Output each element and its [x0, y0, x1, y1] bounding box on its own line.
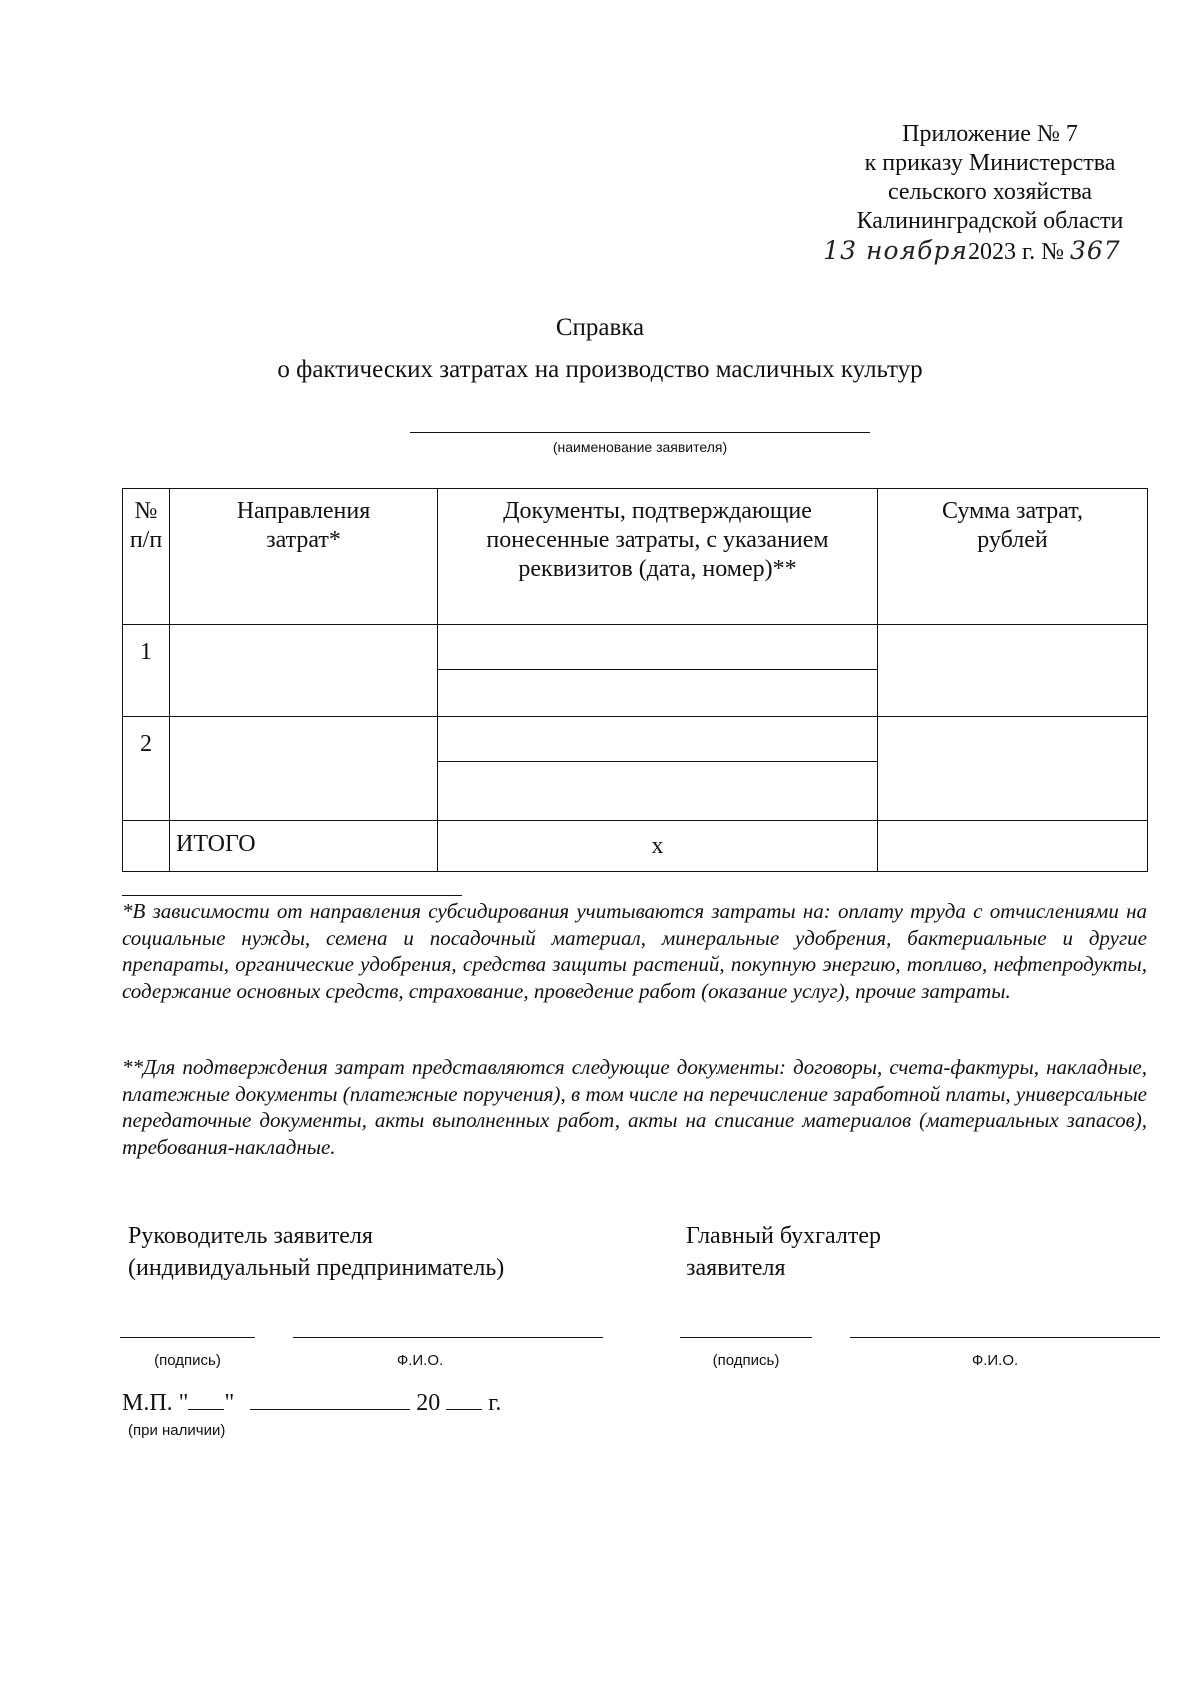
- year-prefix: 20: [416, 1390, 441, 1416]
- head-signature-field[interactable]: [120, 1337, 255, 1338]
- footnote-documents: **Для подтверждения затрат представляются следующие документы: договоры, счета-фактуры, накладные, платежные документы (платежные поручения), в том числе на перечисление заработной платы, универсальные передаточные документы, акты выполненных работ, акты на списание материалов (материальных запасов), требования-накладные.: [122, 1055, 1147, 1159]
- order-year: 2023 г. №: [967, 239, 1064, 265]
- row-number: 2: [123, 717, 170, 821]
- head-name-field[interactable]: [293, 1337, 603, 1338]
- header-num: № п/п: [123, 489, 170, 625]
- document-entry-field[interactable]: [438, 670, 877, 716]
- accountant-signature-role: [686, 1220, 881, 1284]
- row-direction-cell[interactable]: [170, 717, 438, 821]
- stamp-date-line: [122, 1390, 501, 1417]
- row-direction-cell[interactable]: [170, 625, 438, 717]
- total-label: ИТОГО: [170, 821, 438, 872]
- head-name-caption: Ф.И.О.: [396, 1352, 444, 1369]
- document-entry-field[interactable]: [438, 625, 877, 670]
- cost-table: [122, 488, 1148, 872]
- row-documents-cell: [438, 717, 878, 821]
- footnote-cost-directions: *В зависимости от направления субсидирования учитываются затраты на: оплату труда с отчислениями на социальные нужды, семена и посадочный материал, минеральные удобрения, бактериальные и другие препараты, органические удобрения, средства защиты растений, покупную энергию, топливо, нефтепродукты, содержание основных средств, страхование, проведение работ (оказание услуг), прочие затраты.: [122, 899, 1147, 1003]
- total-documents-mark: х: [438, 821, 878, 872]
- accountant-name-field[interactable]: [850, 1337, 1160, 1338]
- accountant-signature-field[interactable]: [680, 1337, 812, 1338]
- order-date-line: [744, 236, 1200, 267]
- header-direction: Направления затрат*: [170, 489, 438, 625]
- total-sum-cell[interactable]: [878, 821, 1148, 872]
- appendix-number: Приложение № 7: [902, 121, 1078, 147]
- row-documents-cell: [438, 625, 878, 717]
- row-sum-cell[interactable]: [878, 717, 1148, 821]
- appendix-header: [780, 120, 1200, 267]
- order-reference: к приказу Министерства: [864, 150, 1116, 176]
- total-num-cell: [123, 821, 170, 872]
- document-entry-field[interactable]: [438, 762, 877, 820]
- document-subtitle: о фактических затратах на производство масличных культур: [277, 356, 923, 383]
- year-suffix: г.: [488, 1390, 502, 1416]
- ministry-name: сельского хозяйства: [887, 179, 1093, 205]
- stamp-label: М.П. ": [122, 1390, 189, 1416]
- accountant-subtitle: заявителя: [686, 1255, 786, 1281]
- footnote-divider: [122, 895, 462, 896]
- table-row: [123, 625, 1148, 717]
- header-documents: Документы, подтверждающие понесенные затраты, с указанием реквизитов (дата, номер)**: [438, 489, 878, 625]
- head-signature-caption: (подпись): [154, 1352, 221, 1369]
- table-row: [123, 717, 1148, 821]
- stamp-note: (при наличии): [128, 1422, 226, 1439]
- document-entry-field[interactable]: [438, 717, 877, 762]
- head-title: Руководитель заявителя: [128, 1223, 373, 1249]
- applicant-name-field[interactable]: [410, 432, 870, 433]
- month-field[interactable]: [250, 1409, 410, 1410]
- applicant-name-caption: (наименование заявителя): [552, 439, 728, 455]
- head-signature-role: [128, 1220, 504, 1284]
- total-row: [123, 821, 1148, 872]
- head-subtitle: (индивидуальный предприниматель): [128, 1255, 505, 1281]
- document-title: Справка: [555, 314, 645, 341]
- accountant-name-caption: Ф.И.О.: [971, 1352, 1019, 1369]
- day-field[interactable]: [188, 1409, 224, 1410]
- table-header-row: [123, 489, 1148, 625]
- accountant-signature-caption: (подпись): [712, 1352, 780, 1369]
- handwritten-order-number: 367: [1069, 236, 1121, 265]
- row-number: 1: [123, 625, 170, 717]
- header-sum: Сумма затрат, рублей: [878, 489, 1148, 625]
- handwritten-date: 13 ноября: [823, 236, 968, 265]
- region-name: Калининградской области: [856, 208, 1124, 234]
- accountant-title: Главный бухгалтер: [686, 1223, 881, 1249]
- quote-close: ": [224, 1390, 235, 1416]
- row-sum-cell[interactable]: [878, 625, 1148, 717]
- year-field[interactable]: [446, 1409, 482, 1410]
